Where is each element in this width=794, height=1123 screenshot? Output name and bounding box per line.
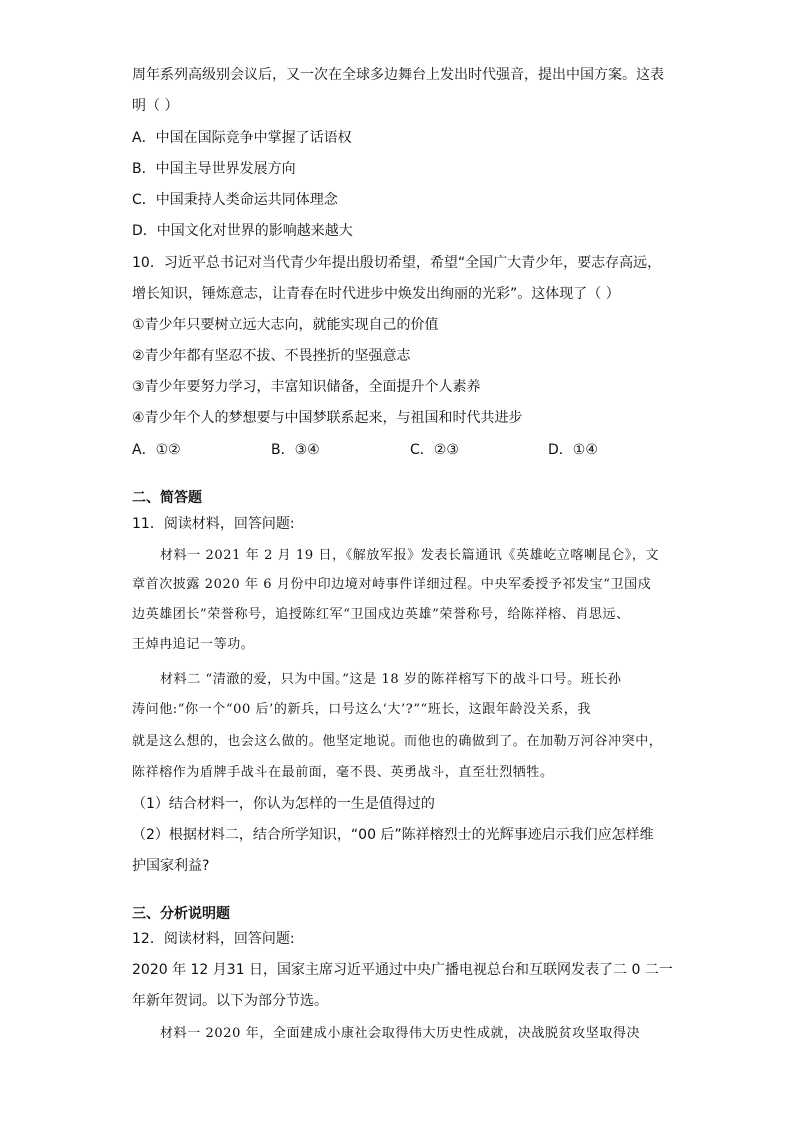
q11-material-2-line-2: 涛问他:“你一个“00 后’的新兵，口号这么‘大’?”“班长，这跟年龄没关系，我: [132, 702, 592, 717]
q10-option-a: A．①②: [132, 442, 181, 458]
q10-option-d: D．①④: [548, 442, 598, 458]
q9-stem-line-1: 周年系列高级别会议后，又一次在全球多边舞台上发出时代强音，提出中国方案。这表: [132, 67, 664, 83]
q11-sub-question-1: （1）结合材料一，你认为怎样的一生是值得过的: [132, 796, 435, 812]
q10-item-1: ①青少年只要树立远大志向，就能实现自己的价值: [132, 317, 439, 333]
q11-material-1-line-1: 材料一 2021 年 2 月 19 日，《解放军报》发表长篇通讯《英雄屹立喀喇昆仑》，文: [160, 548, 660, 563]
q12-intro-line-2: 年新年贺词。以下为部分节选。: [132, 993, 328, 1009]
q10-item-2: ②青少年都有坚忍不拔、不畏挫折的坚强意志: [132, 348, 411, 364]
q11-material-2-line-3: 就是这么想的，也会这么做的。他坚定地说。而他也的确做到了。在加勒万河谷冲突中，: [132, 734, 663, 749]
q12-title: 12．阅读材料，回答问题:: [132, 931, 295, 947]
q11-material-2-line-4: 陈祥榕作为盾牌手战斗在最前面，毫不畏、英勇战斗，直至壮烈牺牲。: [132, 765, 554, 780]
q12-material-1-line-1: 材料一 2020 年，全面建成小康社会取得伟大历史性成就，决战脱贫攻坚取得决: [160, 1026, 641, 1041]
q9-option-a: A．中国在国际竞争中掌握了话语权: [132, 130, 352, 146]
q10-item-4: ④青少年个人的梦想要与中国梦联系起来，与祖国和时代共进步: [132, 410, 523, 426]
q10-item-3: ③青少年要努力学习，丰富知识储备，全面提升个人素养: [132, 379, 481, 395]
q11-material-1-line-2: 章首次披露 2020 年 6 月份中印边境对峙事件详细过程。中央军委授予祁发宝“卫国戍: [132, 577, 652, 592]
section-3-heading: 三、分析说明题: [132, 906, 230, 922]
q9-option-b: B．中国主导世界发展方向: [132, 161, 296, 177]
q11-sub-question-2-line-2: 护国家利益?: [132, 858, 210, 874]
section-2-heading: 二、简答题: [132, 490, 202, 506]
q9-option-d: D．中国文化对世界的影响越来越大: [132, 223, 353, 239]
q9-option-c: C．中国秉持人类命运共同体理念: [132, 192, 338, 208]
q11-material-1-line-4: 王焯冉追记一等功。: [132, 637, 255, 652]
q10-stem-line-1: 10．习近平总书记对当代青少年提出殷切希望，希望“全国广大青少年，要志存高远，: [132, 255, 662, 271]
q10-option-b: B．③④: [271, 442, 320, 458]
q12-intro-line-1: 2020 年 12 月31 日，国家主席习近平通过中央广播电视总台和互联网发表了二 0 二一: [132, 962, 673, 978]
q11-sub-question-2-line-1: （2）根据材料二，结合所学知识，“00 后”陈祥榕烈士的光辉事迹启示我们应怎样维: [132, 827, 654, 843]
q10-stem-line-2: 增长知识，锤炼意志，让青春在时代进步中焕发出绚丽的光彩”。这体现了（ ）: [132, 286, 620, 302]
q11-material-1-line-3: 边英雄团长”荣誉称号，追授陈红军“卫国戍边英雄”荣誉称号，给陈祥榕、肖思远、: [132, 607, 630, 622]
q9-stem-line-2: 明（ ）: [132, 98, 179, 114]
q10-option-c: C．②③: [410, 442, 459, 458]
q11-material-2-line-1: 材料二 “清澈的爱，只为中国。”这是 18 岁的陈祥榕写下的战斗口号。班长孙: [160, 672, 622, 687]
q11-title: 11．阅读材料，回答问题:: [132, 516, 295, 532]
